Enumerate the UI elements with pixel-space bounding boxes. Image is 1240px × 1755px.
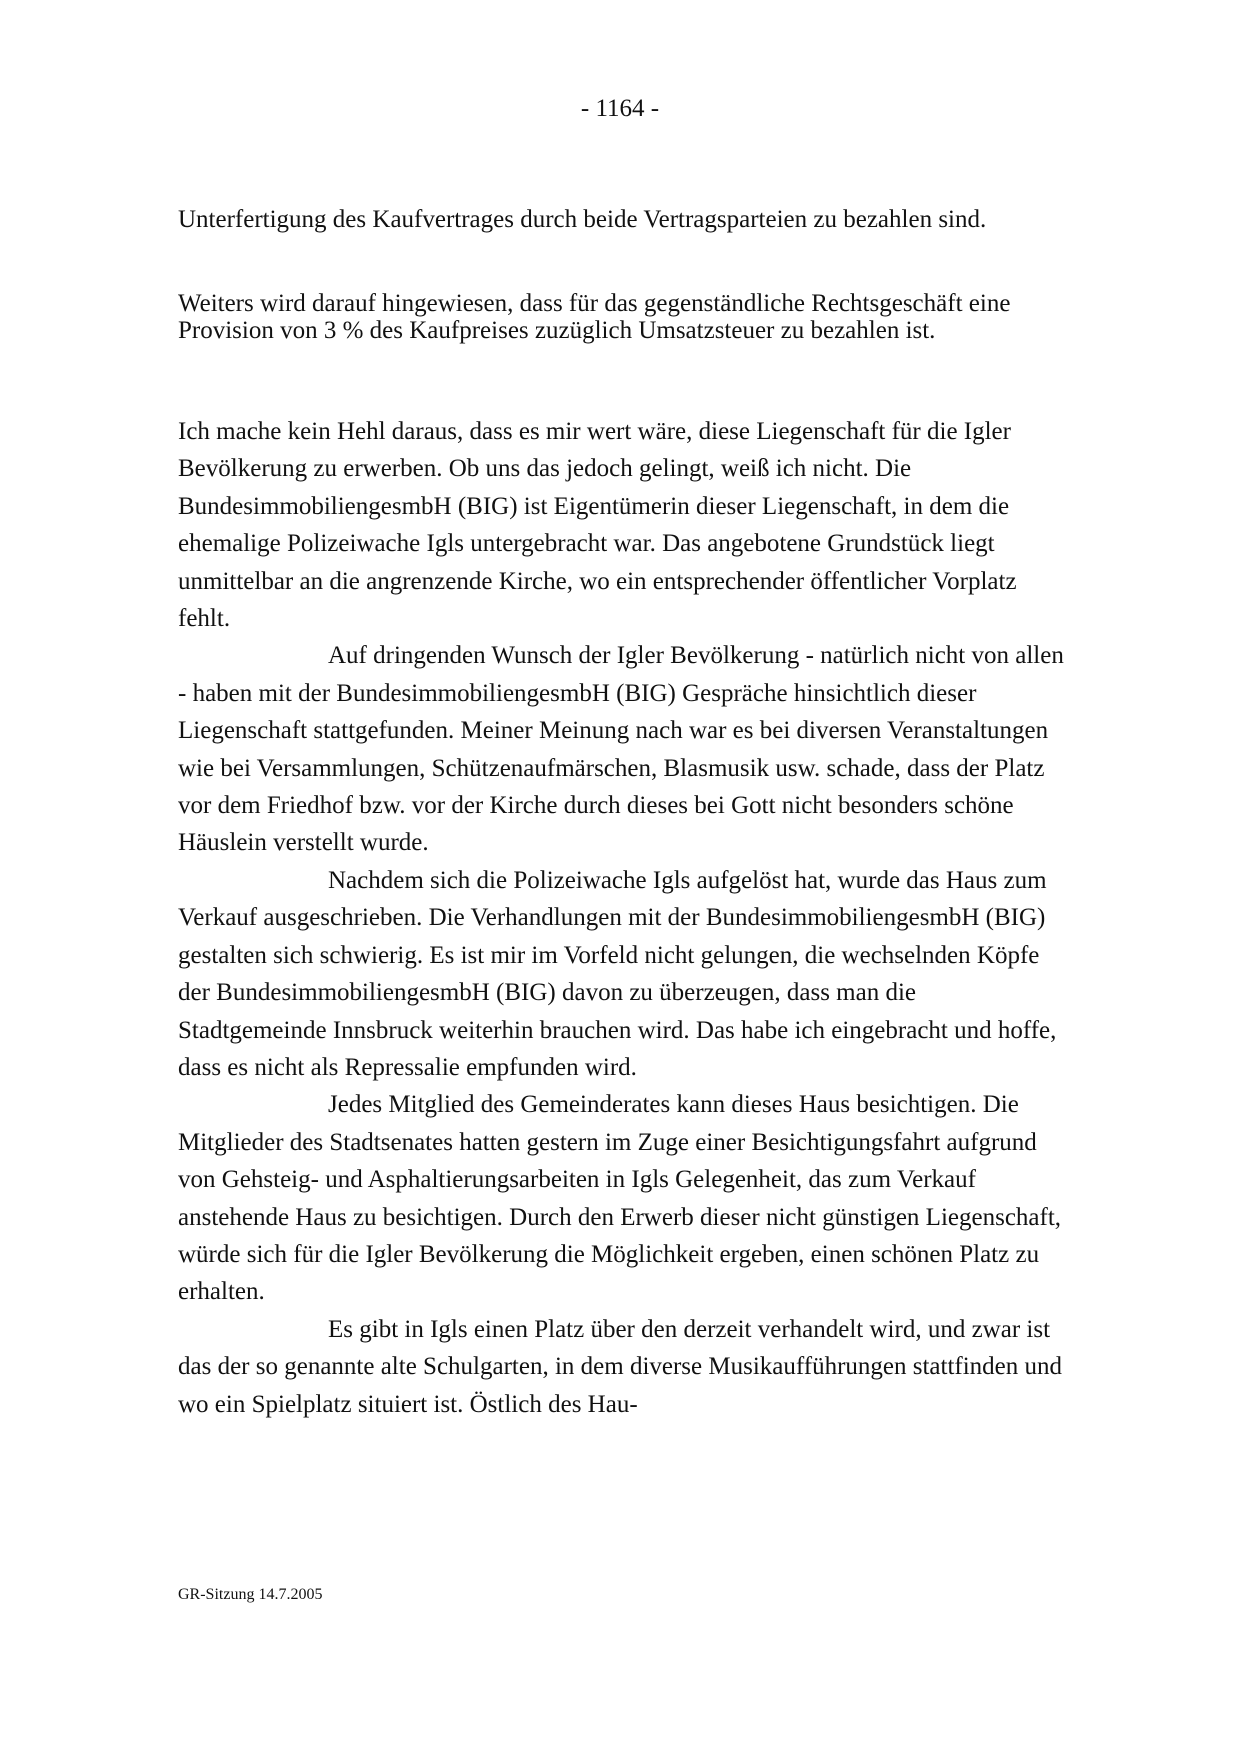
- body-paragraph-2: Auf dringenden Wunsch der Igler Bevölkerung - natürlich nicht von allen - haben mit der BundesimmobiliengesmbH (BIG) Gespräche hinsichtlich dieser Liegenschaft stattgefunden. Meiner Meinung nach war es bei diversen Veranstaltungen wie bei Versammlungen, Schützenaufmärschen, Blasmusik usw. schade, dass der Platz vor dem Friedhof bzw. vor der Kirche durch dieses bei Gott nicht besonders schöne Häuslein verstellt wurde.: [178, 642, 1064, 857]
- body-paragraph-4: Jedes Mitglied des Gemeinderates kann dieses Haus besichtigen. Die Mitglieder des Stadtsenates hatten gestern im Zuge einer Besichtigungsfahrt aufgrund von Gehsteig- und Asphaltierungsarbeiten in Igls Gelegenheit, das zum Verkauf anstehende Haus zu besichtigen. Durch den Erwerb dieser nicht günstigen Liegenschaft, würde sich für die Igler Bevölkerung die Möglichkeit ergeben, einen schönen Platz zu erhalten.: [178, 1091, 1062, 1306]
- body-paragraph-3: Nachdem sich die Polizeiwache Igls aufgelöst hat, wurde das Haus zum Verkauf ausgeschrieben. Die Verhandlungen mit der BundesimmobiliengesmbH (BIG) gestalten sich schwierig. Es ist mir im Vorfeld nicht gelungen, die wechselnden Köpfe der BundesimmobiliengesmbH (BIG) davon zu überzeugen, dass man die Stadtgemeinde Innsbruck weiterhin brauchen wird. Das habe ich eingebracht und hoffe, dass es nicht als Repressalie empfunden wird.: [178, 866, 1057, 1081]
- footer-session-label: GR-Sitzung 14.7.2005: [178, 1586, 323, 1603]
- body-paragraph-1: Ich mache kein Hehl daraus, dass es mir wert wäre, diese Liegenschaft für die Igler Bevölkerung zu erwerben. Ob uns das jedoch gelingt, weiß ich nicht. Die BundesimmobiliengesmbH (BIG) ist Eigentümerin dieser Liegenschaft, in dem die ehemalige Polizeiwache Igls untergebracht war. Das angebotene Grundstück liegt unmittelbar an die angrenzende Kirche, wo ein entsprechender öffentlicher Vorplatz fehlt.: [178, 418, 1017, 633]
- page-number: - 1164 -: [580, 95, 660, 122]
- lead-paragraph-1: Unterfertigung des Kaufvertrages durch beide Vertragsparteien zu bezahlen sind.: [178, 206, 987, 233]
- body-paragraph-5: Es gibt in Igls einen Platz über den derzeit verhandelt wird, und zwar ist das der so genannte alte Schulgarten, in dem diverse Musikaufführungen stattfinden und wo ein Spielplatz situiert ist. Östlich des Hau-: [178, 1315, 1063, 1418]
- lead-paragraph-2: Weiters wird darauf hingewiesen, dass für das gegenständliche Rechtsgeschäft eine Provision von 3 % des Kaufpreises zuzüglich Umsatzsteuer zu bezahlen ist.: [178, 290, 1011, 344]
- body-text: [178, 413, 1066, 1423]
